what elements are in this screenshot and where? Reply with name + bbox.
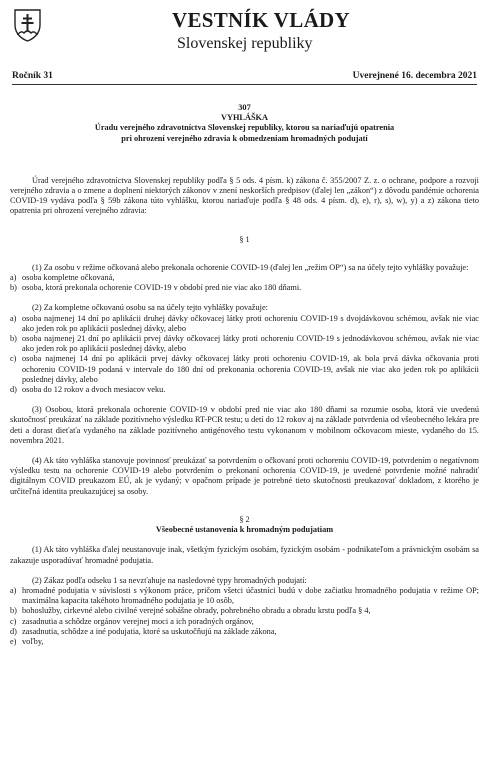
section-2-subtitle: Všeobecné ustanovenia k hromadným podujatiam [155, 525, 334, 535]
document-type: VYHLÁŠKA [220, 113, 269, 123]
list-item: d) zasadnutia, schôdze a iné podujatia, ktoré sa uskutočňujú na základe zákona, [10, 626, 277, 636]
document-body [10, 103, 479, 647]
document-number: 307 [238, 103, 251, 112]
gazette-subtitle: Slovenskej republiky [177, 35, 313, 52]
list-item: b) osoba najmenej 21 dní po aplikácii prvej dávky očkovacej látky proti ochoreniu COVID-19 s jednodávkovou schémou, avšak nie viac ako jeden rok po aplikácii poslednej dávky, alebo [10, 334, 479, 354]
s2-paragraph-2: (2) Zákaz podľa odseku 1 sa nevzťahuje na nasledovné typy hromadných podujatí: [32, 575, 307, 585]
list-item: b) bohoslužby, cirkevné alebo civilné verejné sobášne obrady, pohrebného obradu a obradu krstu podľa § 4, [10, 606, 371, 616]
list-item: e) voľby, [10, 636, 44, 646]
list-item: c) osoba najmenej 14 dní po aplikácii prvej dávky očkovacej látky proti ochoreniu COVID-19, ak bola prvá dávka očkovania proti ochoreniu COVID-19 podaná v intervale do 180 dní od prekonania ochorenia COVID-19, avšak nie viac ako jeden rok po aplikácii poslednej dávky, alebo [10, 354, 479, 384]
publication-date: Uverejnené 16. decembra 2021 [352, 71, 477, 81]
document-heading-line-1: Úradu verejného zdravotníctva Slovenskej republiky, ktorou sa nariaďujú opatrenia [94, 123, 395, 133]
preamble-paragraph: Úrad verejného zdravotníctva Slovenskej republiky podľa § 5 ods. 4 písm. k) zákona č. 355/2007 Z. z. o ochrane, podpore a rozvoji verejného zdravia a o zmene a doplnení niektorých zákonov v znení neskorších predpisov (ďalej len „zákon“) z dôvodu pandémie ochorenia COVID-19 vydáva podľa § 59b zákona túto vyhlášku, ktorou nariaďuje podľa § 48 ods. 4 písm. d), e), r), s), w), y) a z) zákona tieto opatrenia pri ohrození verejného zdravia: [10, 175, 479, 216]
header-divider [12, 84, 477, 85]
section-1-title: § 1 [239, 234, 250, 244]
list-item: a) osoba kompletne očkovaná, [10, 273, 115, 283]
s1-paragraph-4: (4) Ak táto vyhláška stanovuje povinnosť preukázať sa potvrdením o očkovaní proti ochoreniu COVID-19, potvrdením o negatívnom výsledku testu na ochorenie COVID-19 alebo potvrdením o prekonaní ochorenia COVID-19, je uvedené potvrdenie možné nahradiť digitálnym COVID preukazom EÚ, ak je vydaný; v opačnom prípade je potrebné tieto skutočnosti preukazovať dokladom, z ktorého je určiteľná identita preukazujúcej sa osoby. [10, 456, 479, 496]
document-heading-line-2: pri ohrození verejného zdravia k obmedzeniam hromadných podujatí [121, 133, 368, 143]
section-2-title: § 2 [239, 514, 250, 524]
state-coat-of-arms-icon [14, 9, 41, 42]
s1-paragraph-2: (2) Za kompletne očkovanú osobu sa na účely tejto vyhlášky považuje: [32, 303, 268, 313]
s1-paragraph-3: (3) Osobou, ktorá prekonala ochorenie COVID-19 v období pred nie viac ako 180 dňami sa rozumie osoba, ktorá vie uvedenú skutočnosť preukázať na základe pozitívneho výsledku RT-PCR testu; u detí do 12 rokov aj na základe potvrdenia od všeobecného lekára pre deti a dorast dieťaťa vydaného na základe pozitívneho antigénového testu vykonanom v mobilnom očkovacom mieste, vydaného do 15. novembra 2021. [10, 405, 479, 445]
list-item: d) osoba do 12 rokov a dvoch mesiacov veku. [10, 385, 166, 395]
list-item: b) osoba, ktorá prekonala ochorenie COVID-19 v období pred nie viac ako 180 dňami. [10, 283, 302, 293]
list-item: a) hromadné podujatia v súvislosti s výkonom práce, pričom všetci účastníci budú v dobe začiatku hromadného podujatia v režime OP; maximálna kapacita takéhoto hromadného podujatia je 10 osôb, [10, 585, 479, 606]
s2-paragraph-2-list [10, 586, 479, 647]
gazette-title: VESTNÍK VLÁDY [172, 8, 350, 32]
issue-info [12, 70, 477, 82]
list-item: a) osoba najmenej 14 dní po aplikácii druhej dávky očkovacej látky proti ochoreniu COVID-19 s dvojdávkovou schémou, avšak nie viac ako jeden rok po aplikácii poslednej dávky, alebo [10, 313, 479, 333]
s1-paragraph-1-list [10, 273, 479, 293]
s1-paragraph-2-list [10, 314, 479, 396]
masthead [0, 0, 491, 70]
volume-label: Ročník 31 [12, 71, 53, 81]
list-item: c) zasadnutia a schôdze orgánov verejnej moci a ich poradných orgánov, [10, 616, 254, 626]
s2-paragraph-1: (1) Ak táto vyhláška ďalej neustanovuje inak, všetkým fyzickým osobám, fyzickým osobám - podnikateľom a právnickým osobám sa zakazuje usporadúvať hromadné podujatia. [10, 545, 479, 565]
s1-paragraph-1: (1) Za osobu v režime očkovaná alebo prekonala ochorenie COVID-19 (ďalej len „režim OP“) sa na účely tejto vyhlášky považuje: [32, 262, 469, 272]
